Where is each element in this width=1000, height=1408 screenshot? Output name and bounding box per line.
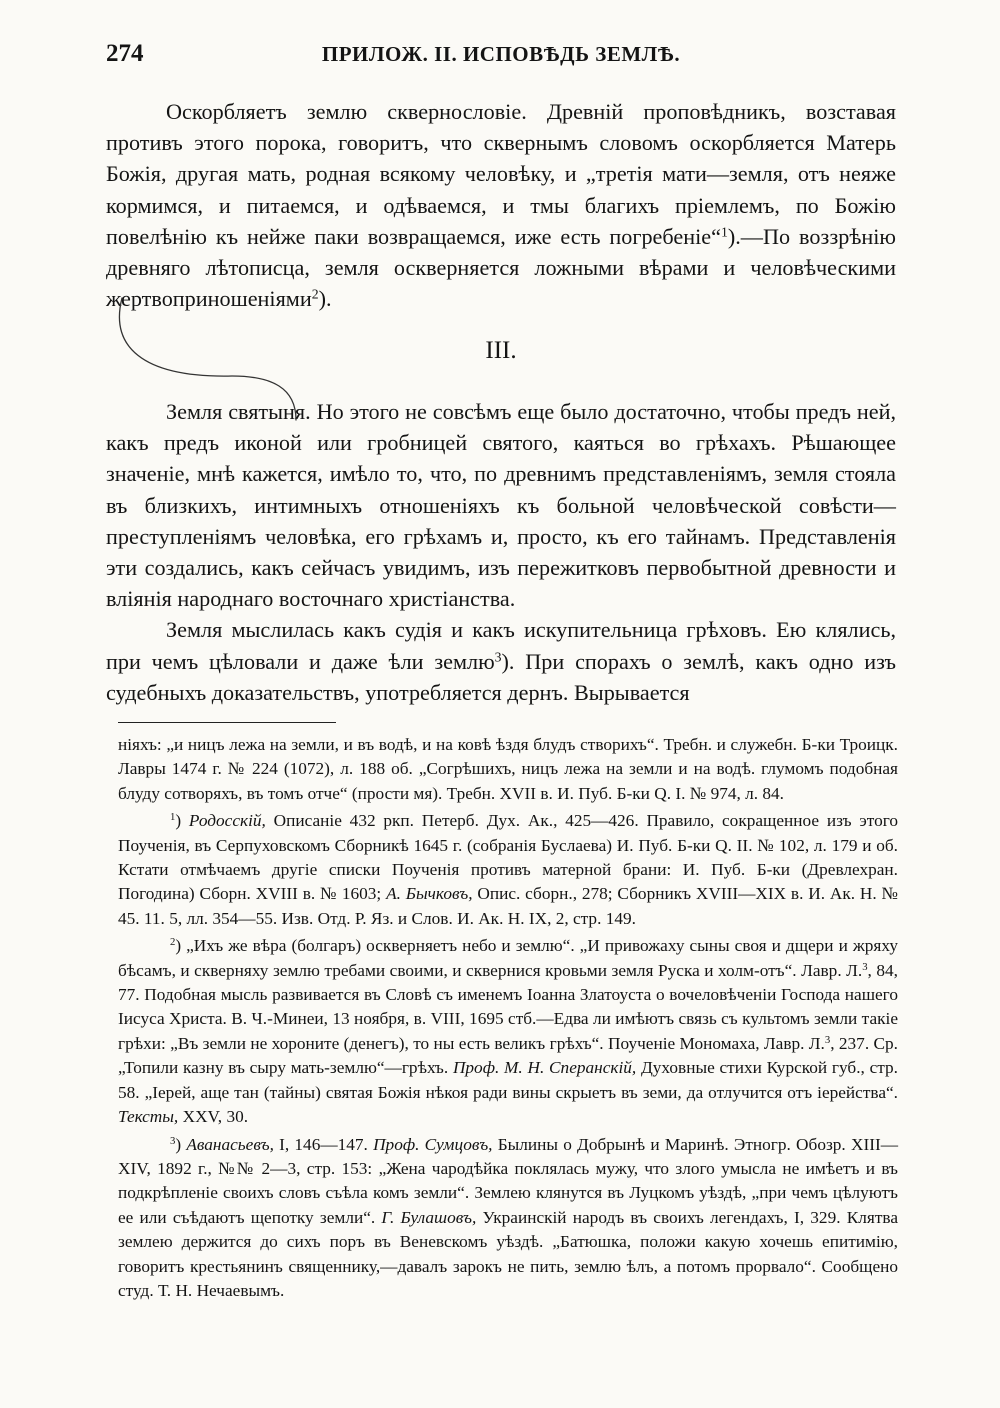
footnote-divider — [118, 722, 336, 723]
paragraph-3: Земля мыслилась какъ судія и какъ искупительница грѣховъ. Ею клялись, при чемъ цѣловали и даже ѣли землю$^3$). При спорахъ о землѣ, какъ одно изъ судебныхъ доказательствъ, употребляется дернъ. Вырывается — [106, 617, 896, 705]
paragraph-2: Земля святыня. Но этого не совсѣмъ еще было достаточно, чтобы предъ ней, какъ предъ иконой или гробницей святого, каяться во грѣхахъ. Рѣшающее значеніе, мнѣ кажется, имѣло то, что, по древнимъ представленіямъ, земля стояла въ близкихъ, интимныхъ отношеніяхъ къ больной человѣческой совѣсти—преступленіямъ человѣка, его грѣхамъ и, просто, къ его тайнамъ. Представленія эти создались, какъ сейчасъ увидимъ, изъ пережитковъ первобытной древности и вліянія народнаго восточнаго христіанства. — [106, 399, 896, 612]
footnote-3: $^3$) Аванасьевъ, I, 146—147. Проф. Сумцовъ, Былины о Добрынѣ и Маринѣ. Этногр. Обозр. XIII—XIV, 1892 г., №№ 2—3, стр. 153: „Жена чародѣйка поклялась мужу, что злого умысла не имѣетъ и въ подкрѣпленіе своихъ словъ съѣла комъ земли“. Землею клянутся въ Луцкомъ уѣздѣ, „при чемъ цѣлуютъ ее или съѣдаютъ щепотку земли“. Г. Булашовъ, Украинскій народъ въ своихъ легендахъ, I, 329. Клятва землею держится до сихъ поръ въ Веневскомъ уѣздѣ. „Батюшка, положи какую хочешь епитимію, говоритъ крестьянинъ священнику,—давалъ зарокъ не пить, землю ѣлъ, а потомъ прорвало“. Сообщено студ. Т. Н. Нечаевымъ. — [118, 1134, 898, 1300]
paragraph-1: Оскорбляетъ землю сквернословіе. Древній проповѣдникъ, возставая противъ этого порока, говоритъ, что сквернымъ словомъ оскорбляется Матерь Божія, другая мать, родная всякому человѣку, и „третія мати—земля, отъ неяже кормимся, и питаемся, и одѣваемся, и тмы благихъ пріемлемъ, по Божію повелѣнію къ нейже паки возвращаемся, иже есть погребеніе“$^1$).—По воззрѣнію древняго лѣтописца, земля оскверняется ложными вѣрами и человѣческими жертвоприношеніями$^2$). — [106, 99, 897, 312]
footnote-1: $^1$) Родосскій, Описаніе 432 ркп. Петерб. Дух. Ак., 425—426. Правило, сокращенное изъ этого Поученія, въ Серпуховскомъ Сборникѣ 1645 г. (собранія Буслаева) И. Пуб. Б-ки Q. II. № 102, л. 179 и об. Кстати отмѣчаемъ другіе списки Поученія противъ матерной брани: И. Пуб. Б-ки (Древлехран. Погодина) Сборн. XVIII в. № 1603; А. Бычковъ, Опис. сборн., 278; Сборникъ XVIII—XIX в. И. Ак. Н. № 45. 11. 5, лл. 354—55. Изв. Отд. Р. Яз. и Слов. И. Ак. Н. IX, 2, стр. 149. — [118, 811, 899, 928]
section-heading: III. — [485, 337, 517, 364]
footnote-continuation: ніяхъ: „и ницъ лежа на земли, и въ водѣ, и на ковѣ ѣздя блудъ створихъ“. Требн. и служебн. Б-ки Троицк. Лавры 1474 г. № 224 (1072), л. 188 об. „Согрѣшихъ, ницъ лежа на земли и на водѣ. глумомъ подобная блуду сотворяхъ, въ томъ отче“ (прости мя). Требн. XVII в. И. Пуб. Б-ки Q. I. № 974, л. 84. — [118, 735, 898, 803]
footnote-2: $^2$) „Ихъ же вѣра (болгаръ) оскверняетъ небо и землю“. „И привожаху сыны своя и дщери и жряху бѣсамъ, и скверняху землю требами своими, и сквернися кровьми земля Руска и холм-отъ“. Лавр. Л.$^3$, 84, 77. Подобная мысль развивается въ Словѣ съ именемъ Іоанна Златоуста о вочеловѣченіи Господа нашего Іисуса Христа. В. Ч.-Минеи, 13 ноября, в. VIII, 1695 стб.—Едва ли имѣютъ связь съ культомъ земли такіе грѣхи: „Въ земли не хороните (денегъ), то ны есть великъ грѣхъ“. Поученіе Мономаха, Лавр. Л.$^3$, 237. Ср. „Топили казну въ сыру мать-землю“—грѣхъ. Проф. М. Н. Сперанскій, Духовные стихи Курской губ., стр. 58. „Іерей, аще тан (тайны) святая Божія нѣкоя ради вины скрыетъ въ земи, да отлучится отъ іерейства“. Тексты, XXV, 30. — [118, 936, 898, 1127]
running-title: ПРИЛОЖ. II. ИСПОВѢДЬ ЗЕМЛѢ. — [321, 42, 681, 66]
footnote-ref-3[interactable]: 3 — [494, 649, 502, 665]
page-header — [106, 40, 896, 74]
page-number: 274 — [106, 40, 144, 67]
footnote-ref-2[interactable]: 2 — [311, 286, 319, 302]
section-body — [106, 396, 896, 708]
footnotes — [118, 733, 898, 1303]
footnote-ref-1[interactable]: 1 — [720, 224, 728, 240]
